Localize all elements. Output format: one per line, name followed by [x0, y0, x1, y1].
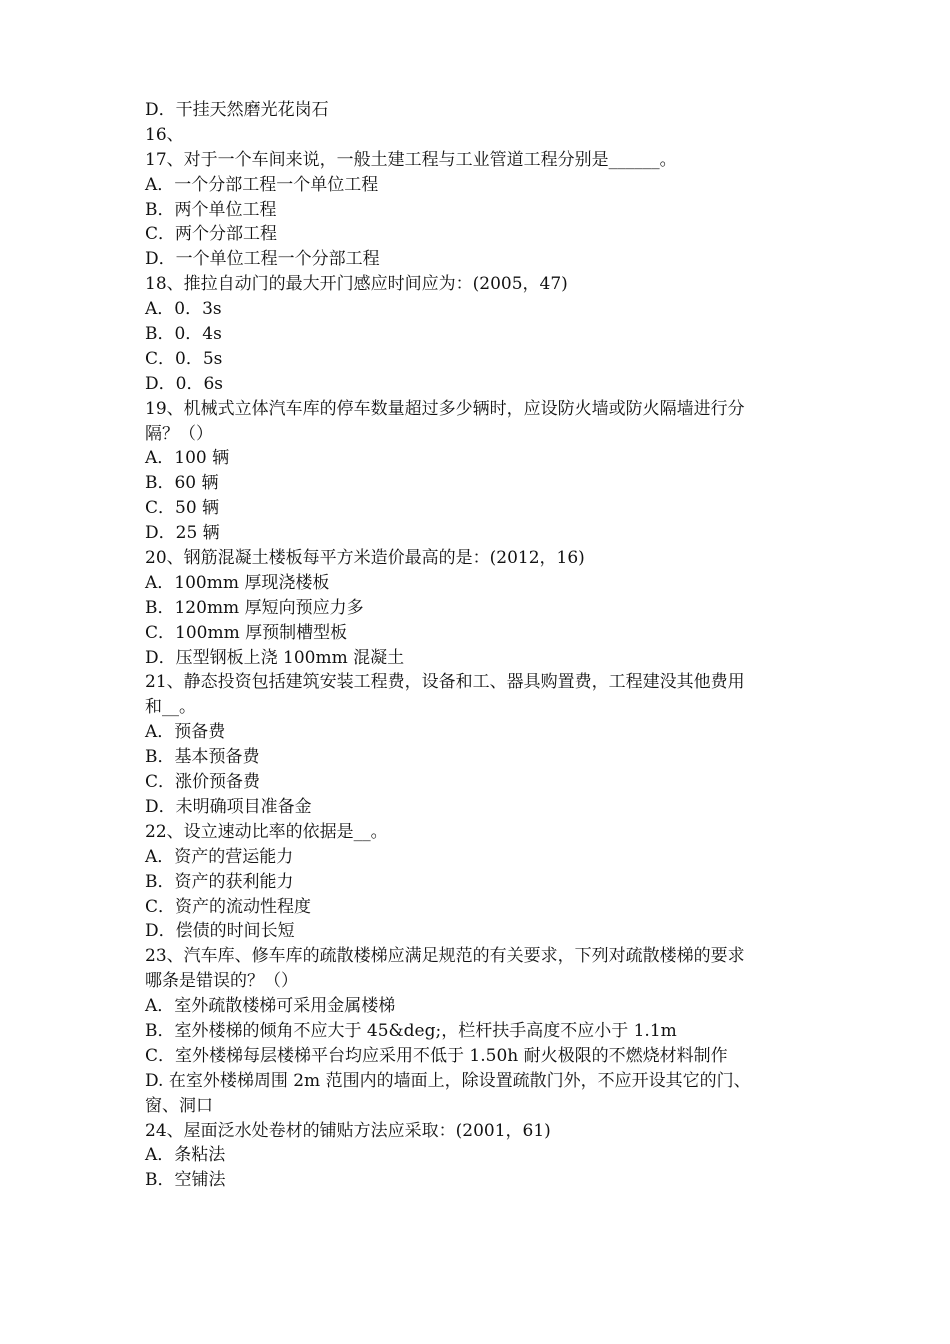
text-line: 20、钢筋混凝土楼板每平方米造价最高的是：(2012，16)	[145, 548, 585, 569]
text-line: A．100mm 厚现浇楼板	[145, 572, 330, 593]
text-line: 隔？（）	[145, 423, 213, 444]
text-line: B．空铺法	[145, 1170, 226, 1191]
text-line: 22、设立速动比率的依据是__。	[145, 821, 388, 842]
text-line: D．25 辆	[145, 523, 220, 544]
text-line: C．0．5s	[145, 348, 223, 369]
text-line: C．两个分部工程	[145, 224, 278, 245]
text-line: A．室外疏散楼梯可采用金属楼梯	[145, 996, 396, 1017]
text-line: B．室外楼梯的倾角不应大于 45&deg;，栏杆扶手高度不应小于 1.1m	[145, 1020, 677, 1041]
question-text-block	[145, 98, 825, 1193]
text-line: C．室外楼梯每层楼梯平台均应采用不低于 1.50h 耐火极限的不燃烧材料制作	[145, 1045, 728, 1066]
text-line: D．一个单位工程一个分部工程	[145, 249, 380, 270]
text-line: 21、静态投资包括建筑安装工程费，设备和工、器具购置费，工程建没其他费用	[145, 672, 745, 693]
text-line: C．100mm 厚预制槽型板	[145, 622, 348, 643]
text-line: C．50 辆	[145, 498, 220, 519]
text-line: A．0．3s	[145, 299, 222, 320]
text-line: A．条粘法	[145, 1145, 226, 1166]
text-line: 24、屋面泛水处卷材的铺贴方法应采取：(2001，61)	[145, 1120, 551, 1141]
text-line: D．干挂天然磨光花岗石	[145, 100, 329, 120]
text-line: D．未明确项目准备金	[145, 796, 312, 817]
text-line: 和__。	[145, 697, 196, 718]
text-line: C．资产的流动性程度	[145, 896, 312, 917]
text-line: B．两个单位工程	[145, 199, 277, 220]
text-line: D．0．6s	[145, 373, 223, 394]
text-line: C．涨价预备费	[145, 772, 261, 793]
text-line: 17、对于一个车间来说，一般土建工程与工业管道工程分别是______。	[145, 149, 677, 170]
text-line: 18、推拉自动门的最大开门感应时间应为：(2005，47)	[145, 274, 568, 295]
text-line: D．偿债的时间长短	[145, 921, 295, 942]
text-line: A．预备费	[145, 722, 226, 743]
text-line: B．基本预备费	[145, 747, 260, 768]
text-line: 23、汽车库、修车库的疏散楼梯应满足规范的有关要求，下列对疏散楼梯的要求	[145, 946, 745, 967]
text-line: B．60 辆	[145, 473, 219, 494]
text-line: D．压型钢板上浇 100mm 混凝土	[145, 647, 405, 668]
text-line: A．资产的营运能力	[145, 846, 294, 867]
text-line: 窗、洞口	[145, 1095, 213, 1116]
text-line: 19、机械式立体汽车库的停车数量超过多少辆时，应设防火墙或防火隔墙进行分	[145, 398, 745, 419]
text-line: B．资产的获利能力	[145, 871, 294, 892]
text-line: 16、	[145, 124, 184, 145]
text-line: D. 在室外楼梯周围 2m 范围内的墙面上，除设置疏散门外，不应开设其它的门、	[145, 1070, 751, 1091]
text-line: 哪条是错误的？（）	[145, 971, 298, 992]
text-line: A．一个分部工程一个单位工程	[145, 174, 379, 195]
text-line: A．100 辆	[145, 448, 230, 469]
text-line: B．0．4s	[145, 324, 222, 345]
text-line: B．120mm 厚短向预应力多	[145, 597, 364, 618]
